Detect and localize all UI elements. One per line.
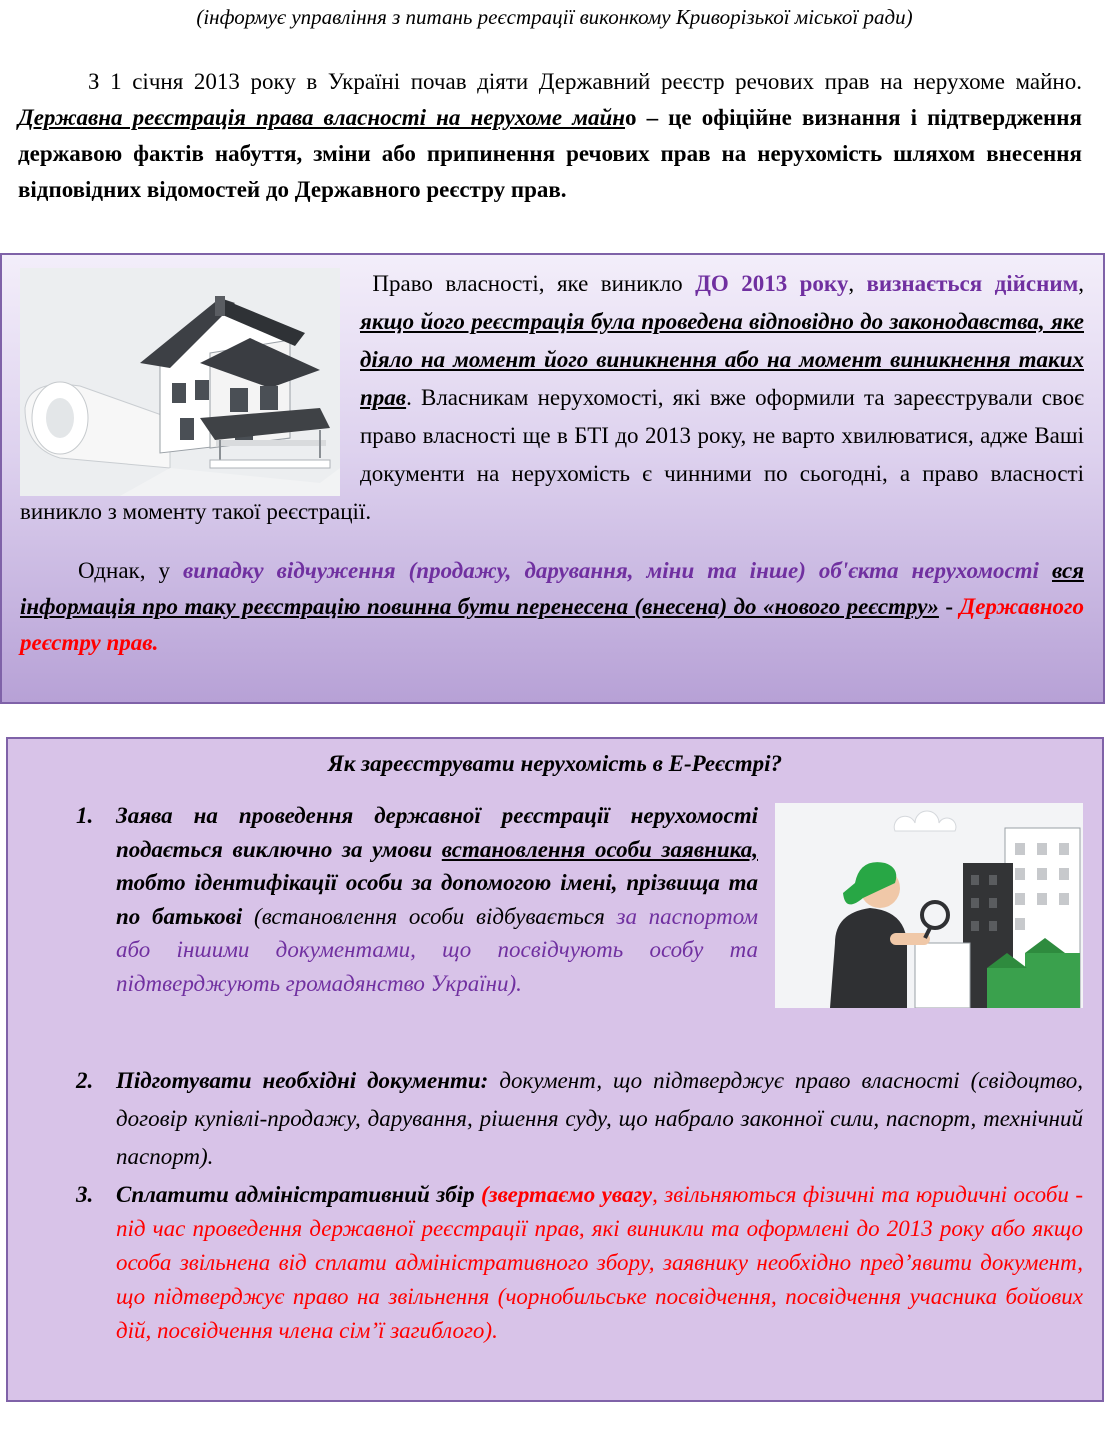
attention-note: (звертаємо увагу — [480, 1182, 653, 1207]
steps-title: Як зареєструвати нерухомість в Е-Реєстрі? — [327, 751, 783, 776]
intro-text: З 1 січня 2013 року в Україні почав діяти Державний реєстр речових прав на нерухоме майно. — [88, 69, 1082, 94]
woman-with-magnifier-buildings-image — [775, 803, 1083, 1008]
passport-documents: за паспортом або іншими документами, що посвідчують особу та підтверджують громадянство України). — [116, 903, 758, 996]
step-1 — [76, 799, 758, 1000]
registration-condition: якщо його реєстрація була проведена відповідно до законодавства, яке діяло на момент його виникнення або на момент виникнення таких прав — [360, 309, 1084, 410]
step-1-text: Заява на проведення державної реєстрації нерухомості подається виключно за умови — [116, 803, 758, 862]
text-fragment — [1039, 558, 1052, 583]
step-number: 2. — [76, 1068, 94, 1093]
step-2-documents: документ, що підтверджує право власності (свідоцтво, договір купівлі-продажу, дарування, рішення суду, що набрало законної сили, паспорт, технічний паспорт). — [116, 1068, 1083, 1169]
text-fragment: , — [1078, 271, 1085, 296]
step-1-note: (встановлення особи відбувається — [242, 903, 617, 929]
e-registry-steps-box — [6, 737, 1104, 1402]
ownership-text — [20, 265, 1084, 661]
step-number: 1. — [76, 803, 94, 828]
intro-definition: о – це офіційне визнання і підтвердження державою фактів набуття, зміни або припинення речових прав на нерухомість шляхом внесення відповідних відомостей до Державного реєстру прав. — [18, 105, 1082, 202]
transfer-requirement: вся інформація про таку реєстрацію повинна бути перенесена (внесена) до «нового реєстру» — [20, 558, 1085, 619]
alienation-case: випадку відчуження (продажу, дарування, міни та інше) об'єкта нерухомості — [183, 558, 1039, 583]
step-3 — [76, 1178, 1083, 1348]
text-fragment: , — [848, 271, 867, 296]
recognized-valid-highlight: визнається дійсним — [866, 271, 1079, 296]
step-3-heading: Сплатити адміністративний збір — [116, 1182, 481, 1207]
step-1-identification: тобто ідентифікації особи за допомогою імені, прізвища та по батькові — [116, 870, 758, 929]
text-fragment: - — [938, 594, 960, 619]
text-fragment: Право власності, яке виникло — [372, 271, 696, 296]
text-fragment: Однак, у — [78, 558, 183, 583]
identity-verification: встановлення особи заявника, — [441, 836, 758, 862]
ownership-paragraph-2 — [20, 553, 1084, 661]
step-number: 3. — [76, 1182, 94, 1207]
before-2013-highlight: ДО 2013 року — [695, 271, 849, 296]
state-registry-name: Державного реєстру прав. — [20, 594, 1084, 655]
page-subtitle: (інформує управління з питань реєстрації виконкому Криворізької міської ради) — [196, 5, 913, 29]
step-2-heading: Підготувати необхідні документи: — [116, 1068, 489, 1093]
text-fragment: . Власникам нерухомості, які вже оформили та зареєстрували своє право власності ще в БТІ до 2013 року, не варто хвилюватися, адже Ваші документи на нерухомість є чинними по сьогодні, а право власності виникло з моменту такої реєстрації. — [20, 385, 1084, 524]
fee-exemption-details: , звільняються фізичні та юридичні особи - під час проведення державної реєстрації прав, які виникли та оформлені до 2013 року або якщо особа звільнена від сплати адміністративного збору, заявнику необхідно пред’явити документ, що підтверджує право на звільнення (чорнобильське посвідчення, посвідчення учасника бойових дій, посвідчення члена сім’ї загиблого). — [116, 1182, 1083, 1343]
intro-paragraph — [18, 64, 1082, 208]
intro-definition-term: Державна реєстрація права власності на нерухоме майн — [18, 105, 626, 130]
step-2 — [76, 1062, 1083, 1176]
ownership-info-box — [0, 253, 1105, 704]
